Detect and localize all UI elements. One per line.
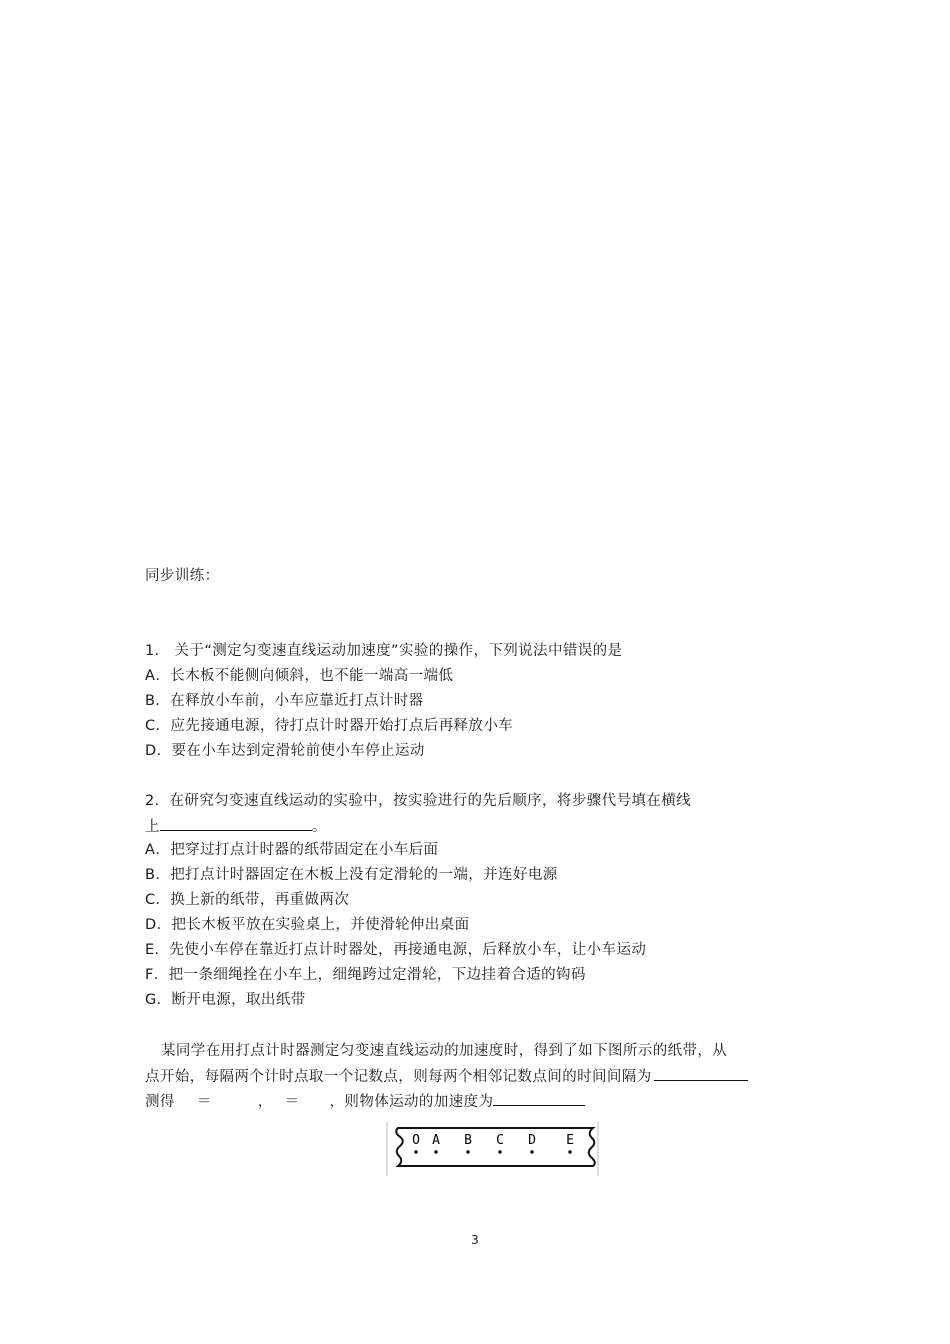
tape-dot-a [434,1150,437,1153]
tape-label-c: C [496,1133,504,1148]
tape-label-b: B [464,1133,472,1148]
tape-dot-o [414,1150,417,1153]
paper-tape-svg [386,1122,600,1176]
q2-option-g: G．断开电源，取出纸带 [145,992,306,1008]
tape-dot-b [466,1150,469,1153]
q2-option-e: E．先使小车停在靠近打点计时器处，再接通电源，后释放小车，让小车运动 [145,942,647,958]
q2-stem-prefix: 上 [145,819,160,835]
section-title: 同步训练： [145,568,220,584]
q1-option-b: B．在释放小车前，小车应靠近打点计时器 [145,693,424,709]
tape-label-o: O [412,1133,420,1148]
tape-label-e: E [566,1133,574,1148]
q3-equals-2: ＝ [284,1094,300,1110]
page-number: 3 [471,1233,479,1247]
q3-equals-1: ＝ [196,1094,212,1110]
q1-stem: 1． 关于“测定匀变速直线运动加速度”实验的操作，下列说法中错误的是 [145,643,623,659]
q1-option-c: C．应先接通电源，待打点计时器开始打点后再释放小车 [145,718,514,734]
q3-acceleration-blank[interactable] [493,1091,585,1106]
q3-line3-tail: ，则物体运动的加速度为 [329,1094,494,1110]
tape-dot-d [530,1150,533,1153]
tape-dot-c [498,1150,501,1153]
q2-option-d: D．把长木板平放在实验桌上，并使滑轮伸出桌面 [145,917,470,933]
q3-line3 [145,1091,585,1112]
q2-stem-line2 [145,816,327,837]
q3-line2-text: 点开始，每隔两个计时点取一个记数点，则每两个相邻记数点间的时间间隔为 [145,1069,652,1085]
q1-option-d: D．要在小车达到定滑轮前使小车停止运动 [145,743,425,759]
q3-interval-blank[interactable] [654,1066,748,1081]
tape-label-d: D [528,1133,536,1148]
paper-tape-figure [386,1122,600,1176]
tape-dot-e [568,1150,571,1153]
q2-option-b: B．把打点计时器固定在木板上没有定滑轮的一端，并连好电源 [145,867,558,883]
q2-option-a: A．把穿过打点计时器的纸带固定在小车后面 [145,842,439,858]
q1-option-a: A．长木板不能侧向倾斜，也不能一端高一端低 [145,668,454,684]
q3-measured-label: 测得 [145,1094,175,1110]
q2-stem-suffix: 。 [311,819,327,835]
q3-line2 [145,1066,748,1087]
q3-line1: 某同学在用打点计时器测定匀变速直线运动的加速度时，得到了如下图所示的纸带，从 [161,1043,728,1059]
q2-answer-blank[interactable] [160,816,312,831]
q2-option-f: F．把一条细绳拴在小车上，细绳跨过定滑轮，下边挂着合适的钩码 [145,967,586,983]
q2-option-c: C．换上新的纸带，再重做两次 [145,892,350,908]
tape-label-a: A [432,1133,440,1148]
q3-comma: ， [257,1094,273,1110]
q2-stem-line1: 2．在研究匀变速直线运动的实验中，按实验进行的先后顺序，将步骤代号填在横线 [145,793,692,809]
